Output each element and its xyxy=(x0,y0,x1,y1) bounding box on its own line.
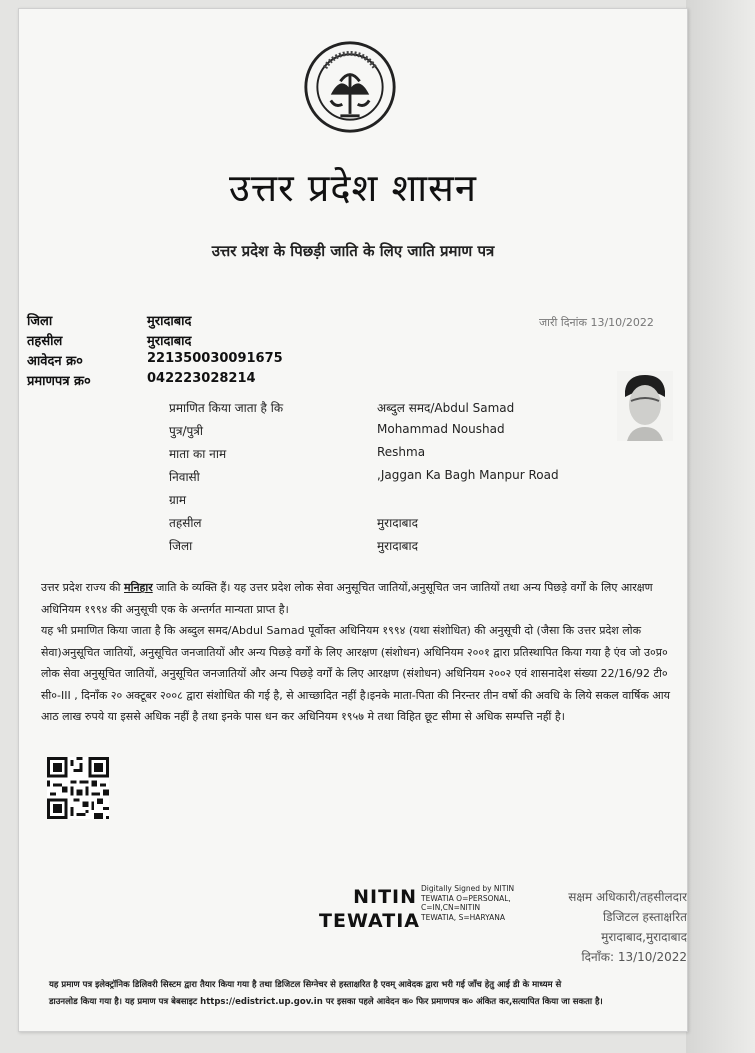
certificate-body xyxy=(41,577,681,728)
caste-name: मनिहार xyxy=(124,581,153,594)
digital-sign-line: TEWATIA O=PERSONAL, xyxy=(421,893,511,903)
detail-district-value: मुरादाबाद xyxy=(377,539,419,553)
certificate-no-value: 042223028214 xyxy=(147,371,256,386)
application-no-value: 221350030091675 xyxy=(147,351,283,366)
digital-sign-line: C=IN,CN=NITIN xyxy=(421,903,481,912)
officer-digital-signed: डिजिटल हस्ताक्षरित xyxy=(603,910,687,924)
officer-location: मुरादाबाद,मुरादाबाद xyxy=(601,930,687,944)
detail-tehsil-label: तहसील xyxy=(169,516,202,530)
father-name: Mohammad Noushad xyxy=(377,422,505,436)
applicant-photo xyxy=(617,371,673,441)
footer-line: यह प्रमाण पत्र इलेक्ट्रॉनिक डिलिवरी सिस्टम द्वारा तैयार किया गया है तथा डिजिटल सिग्नेचर से हस्ताक्षरित है एवम् आवेदक द्वारा भरी गई जाँच हेतु आई डी के माध्यम से xyxy=(49,980,562,990)
officer-designation: सक्षम अधिकारी/तहसीलदार xyxy=(568,890,687,904)
residence-value: ,Jaggan Ka Bagh Manpur Road xyxy=(377,468,559,482)
certificate-page xyxy=(18,8,688,1032)
certificate-no-label: प्रमाणपत्र क्र० xyxy=(27,374,91,389)
issue-date: जारी दिनांक 13/10/2022 xyxy=(539,316,654,329)
residence-label: निवासी xyxy=(169,470,200,484)
issuing-officer xyxy=(499,887,687,967)
page-title: उत्तर प्रदेश शासन xyxy=(229,166,477,210)
district-value: मुरादाबाद xyxy=(147,314,192,329)
creamy-layer-paragraph: यह भी प्रमाणित किया जाता है कि अब्दुल समद/Abdul Samad पूर्वोक्त अधिनियम १९९४ (यथा संशोधित) की अनुसूची दो (जैसा कि उत्तर प्रदेश लोक सेवा)अनुसूचित जातियों, अनुसूचित जनजातियों और अन्य पिछड़े वर्गों के लिए आरक्षण (संशोधन) अधिनियम २००१ द्वारा प्रतिस्थापित किया गया है एंव जो उ०प्र० लोक सेवा अनुसूचित जातियों, अनुसूचित जनजातियों और अन्य पिछड़े वर्गों के लिए आरक्षण (संशोधन) अधिनियम २००२ एवं शासनादेश संख्या 22/16/92 टी० सी०-III , दिनाँक २० अक्टूबर २००८ द्वारा संशोधित की गई है, से आच्छादित नहीं है।इनके माता-पिता की निरन्तर तीन वर्षो की अवधि के लिये सकल वार्षिक आय आठ लाख रुपये या इससे अधिक नहीं है तथा इनके पास धन कर अधिनियम १९५७ मे तथा विहित छूट सीमा से अधिक सम्पत्ति नहीं है। xyxy=(41,624,670,723)
officer-date: दिनाँक: 13/10/2022 xyxy=(581,950,687,964)
qr-code-icon xyxy=(47,757,109,819)
detail-district-label: जिला xyxy=(169,539,193,553)
footer-line: डाउनलोड किया गया है। यह प्रमाण पत्र बेबसाइट https://edistrict.up.gov.in पर इसका पहले आवेदन क० फिर प्रमाणपत्र क० अंकित कर,सत्यापित किया जा सकता है। xyxy=(49,997,603,1007)
digital-sign-line: Digitally Signed by NITIN xyxy=(421,884,515,893)
up-state-emblem-icon xyxy=(302,39,398,135)
certify-label: प्रमाणित किया जाता है कि xyxy=(169,401,284,415)
signer-first-name: NITIN xyxy=(353,886,417,908)
caste-text-pre: उत्तर प्रदेश राज्य की xyxy=(41,581,125,594)
footer-note xyxy=(49,977,688,1011)
caste-text-post: जाति के व्यक्ति हैं। यह उत्तर प्रदेश लोक सेवा अनुसूचित जातियों,अनुसूचित जन जातियों तथा अन्य पिछड़े वर्गों के लिए आरक्षण अधिनियम १९९४ की अनुसूची एक के अन्तर्गत मान्यता प्राप्त है। xyxy=(41,581,653,616)
village-label: ग्राम xyxy=(169,493,187,507)
signer-last-name: TEWATIA xyxy=(319,910,421,932)
applicant-name: अब्दुल समद/Abdul Samad xyxy=(377,401,515,415)
mother-label: माता का नाम xyxy=(169,447,227,461)
district-label: जिला xyxy=(27,314,53,329)
certificate-subtitle: उत्तर प्रदेश के पिछड़ी जाति के लिए जाति प्रमाण पत्र xyxy=(211,242,495,260)
signer-name xyxy=(319,885,421,933)
application-no-label: आवेदन क्र० xyxy=(27,354,83,369)
scan-edge xyxy=(686,0,755,1053)
tehsil-label: तहसील xyxy=(27,334,63,349)
digital-sign-line: TEWATIA, S=HARYANA xyxy=(421,912,505,922)
caste-paragraph xyxy=(41,577,681,620)
detail-tehsil-value: मुरादाबाद xyxy=(377,516,419,530)
parent-label: पुत्र/पुत्री xyxy=(169,424,204,438)
tehsil-value: मुरादाबाद xyxy=(147,334,192,349)
mother-name: Reshma xyxy=(377,445,426,459)
